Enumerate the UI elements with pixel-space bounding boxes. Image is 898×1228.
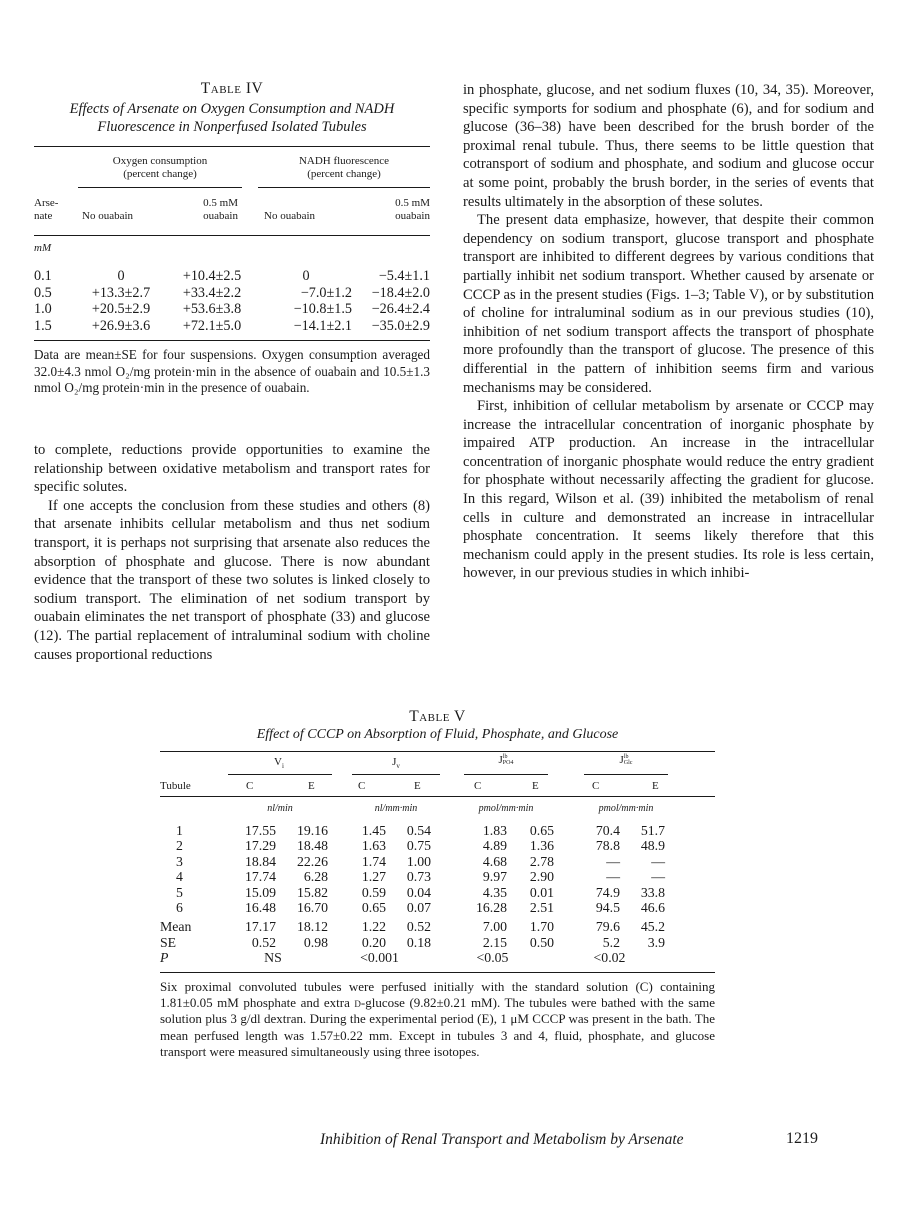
jglc-symbol: J [619,754,624,766]
cell-jglc-e: 45.2 [640,919,665,935]
right-paragraph-2: The present data emphasize, however, that despite their common dependency on sodium transport, glucose transport and phosphate transport are inhibited to different degrees by various conditions that partially inhibit net sodium transport. Whether caused by arsenate or CCCP as in the present studies (Figs. 1–3; Table V), or by substitution of choline for intraluminal sodium as in our previous studies (10), inhibition of net sodium transport affects the transport of phosphate more profoundly than the transport of glucose. The presence of this differential in the pattern of inhibition seems firm and various mechanisms may be considered. [463,212,874,396]
cell-vi-e: 18.48 [296,838,328,854]
jglc-group-rule [584,774,668,775]
cell-o2-no-ouabain: +13.3±2.7 [91,284,151,301]
footnote-part-a: Six proximal convoluted tubules were perfused initially with the standard solution (C) containing 1.81±0.05 mM phosphate and extra [160,978,715,1010]
cell-jpo4-e: 2.90 [529,869,554,885]
vi-c-header: C [246,780,254,792]
table-v-header [160,752,715,796]
table-iv-header-rule [34,235,430,236]
cell-row-label: SE [160,934,177,950]
cell-jv-c: 1.74 [361,853,386,869]
cell-jv-c: 0.59 [361,884,386,900]
table-iv-title: Table IV [200,80,264,97]
cell-o2-no-ouabain: +20.5±2.9 [91,301,151,317]
table-row [160,900,715,915]
table-iv-bottom-rule [34,340,430,341]
jv-c-header: C [358,780,366,792]
jglc-superscript: lb [623,754,629,760]
table-iv-footnote: Data are mean±SE for four suspensions. Oxygen consumption averaged 32.0±4.3 nmol O₂/mg protein·min in the absence of ouabain and 10.5±1.3 nmol O₂/mg protein·min in the presence of ouabain. [34,347,430,396]
cell-o2-ouabain: +33.4±2.2 [182,284,242,301]
cell-arsenate: 1.5 [34,317,52,334]
cell-vi-c: 17.29 [244,838,276,854]
cell-jv-c: 1.45 [361,823,386,838]
cell-p-vi: NS [264,950,282,966]
cell-jglc-c: 5.2 [602,934,620,950]
table-row [160,869,715,884]
jglc-group-header [584,754,668,766]
cell-jv-c: 0.20 [361,934,386,950]
right-paragraph-1: in phosphate, glucose, and net sodium fluxes (10, 34, 35). Moreover, specific symports for sodium and phosphate (6), and for sodium and glucose (36–38) have been described for the brush border of the proximal renal tubule. Thus, there seems to be little question that cotransport of sodium and phosphate, and sodium and glucose occur at some point, probably the brush border, in the series of events that results ultimately in the absorption of these solutes. [463,82,874,210]
cell-jpo4-c: 4.89 [482,838,507,854]
cell-jglc-c: 94.5 [595,900,620,916]
cell-jv-e: 0.75 [406,838,431,854]
cell-jv-c: 0.65 [361,900,386,916]
vi-group-rule [228,774,332,775]
cell-nadh-no-ouabain: 0 [302,268,310,284]
nadh-header-line1: NADH fluorescence [298,155,390,167]
cell-jglc-c: — [606,853,620,869]
nadh-no-ouabain-header: No ouabain [264,210,316,222]
o2-ouabain-header-line1: 0.5 mM [203,197,238,209]
jpo4-e-header: E [532,780,539,792]
jv-subscript: v [396,762,400,771]
jpo4-unit: pmol/mm·min [478,803,534,814]
nadh-header-line2: (percent change) [307,168,381,180]
cell-p-jv: <0.001 [360,950,399,966]
jglc-subscript: Glc [623,760,633,766]
cell-jpo4-e: 1.70 [529,919,554,935]
arsenate-header-line2: nate [34,210,53,222]
table-v-bottom-rule [160,972,715,973]
vi-e-header: E [308,780,315,792]
cell-jpo4-c: 4.68 [482,853,507,869]
table-row [160,854,715,869]
table-iv-caption-line2: Fluorescence in Nonperfused Isolated Tubules [97,119,367,135]
left-column-body [34,441,430,664]
cell-vi-e: 16.70 [296,900,328,916]
o2-ouabain-header [174,197,238,223]
right-paragraph-3: First, inhibition of cellular metabolism by arsenate or CCCP may increase the intracellular concentration of inorganic phosphate by impaired ATP production. An increase in the intracellular concentration of inorganic phosphate would reduce the entry gradient for phosphate without necessarily affecting the gradient for glucose. In this regard, Wilson et al. (39) inhibited the metabolism of renal cells in culture and demonstrated an increase in intracellular phosphate concentration. It seems likely therefore that this mechanism could apply in the present studies. Its role is less certain, however, in our previous studies in which inhibi- [463,398,874,582]
vi-group-header [226,756,332,770]
vi-subscript: i [282,762,284,771]
table-iv [34,80,430,397]
cell-p-jglc: <0.02 [593,950,626,966]
jpo4-group-rule [464,774,548,775]
jpo4-superscript: lb [502,754,508,760]
cell-arsenate: 1.0 [34,301,52,317]
cell-nadh-no-ouabain: −14.1±2.1 [293,317,352,334]
nadh-ouabain-header-line1: 0.5 mM [395,197,430,209]
cell-nadh-ouabain: −5.4±1.1 [378,268,430,284]
table-row [160,823,715,838]
table-iv-body [34,268,430,334]
table-iv-unit: mM [34,242,52,254]
table-row-mean [160,919,715,934]
left-paragraph-2: If one accepts the conclusion from these studies and others (8) that arsenate inhibits cellular metabolism and thus net sodium transport, it is perhaps not surprising that arsenate also reduces the absorption of phosphate and glucose. There is now abundant evidence that the transport of these two solutes is linked closely to sodium transport. The elimination of net sodium transport by ouabain eliminates the net transport of phosphate (33) and glucose (12). The partial replacement of intraluminal sodium with choline causes proportional reductions [34,497,430,663]
cell-jpo4-c: 16.28 [475,900,507,916]
cell-jpo4-e: 2.51 [529,900,554,916]
table-v-title: Table V [409,708,466,725]
cell-jglc-c: 70.4 [595,823,620,838]
nadh-group-rule [258,187,430,188]
table-row [160,885,715,900]
cell-jpo4-e: 0.01 [529,884,554,900]
table-row-p [160,950,715,965]
cell-jv-e: 0.07 [406,900,431,916]
table-v-footnote [160,979,715,1060]
table-iv-caption [34,100,430,136]
oxygen-group-header [78,155,242,181]
cell-tubule: 2 [176,838,183,854]
cell-jpo4-c: 2.15 [482,934,507,950]
cell-o2-no-ouabain: +26.9±3.6 [91,317,151,334]
cell-vi-c: 17.17 [244,919,276,935]
table-v [160,708,715,1060]
tubule-header: Tubule [160,780,191,792]
oxygen-header-line2: (percent change) [123,168,197,180]
table-row [34,318,430,335]
jglc-e-header: E [652,780,659,792]
cell-jglc-e: 46.6 [640,900,665,916]
cell-jpo4-c: 9.97 [482,869,507,885]
cell-vi-c: 18.84 [244,853,276,869]
o2-ouabain-header-line2: ouabain [203,210,238,222]
cell-jv-e: 0.04 [406,884,431,900]
jpo4-subscript: PO4 [502,760,514,766]
right-column-body [463,81,874,583]
cell-tubule: 6 [176,900,183,916]
cell-jpo4-c: 7.00 [482,919,507,935]
cell-vi-c: 17.74 [244,869,276,885]
nadh-ouabain-header [364,197,430,223]
cell-o2-ouabain: +10.4±2.5 [182,268,242,284]
table-v-caption: Effect of CCCP on Absorption of Fluid, Phosphate, and Glucose [256,727,619,742]
cell-tubule: 5 [176,884,183,900]
cell-vi-c: 0.52 [251,934,276,950]
left-paragraph-1: to complete, reductions provide opportunities to examine the relationship between oxidative metabolism and transport rates for specific solutes. [34,442,430,496]
cell-jv-e: 0.18 [406,934,431,950]
cell-jpo4-e: 1.36 [529,838,554,854]
cell-jglc-e: 48.9 [640,838,665,854]
arsenate-col-header [34,197,58,223]
cell-jglc-c: 79.6 [595,919,620,935]
cell-vi-e: 19.16 [296,823,328,838]
nadh-group-header [258,155,430,181]
cell-nadh-no-ouabain: −10.8±1.5 [293,301,352,317]
cell-nadh-ouabain: −26.4±2.4 [371,301,430,317]
cell-vi-c: 16.48 [244,900,276,916]
jpo4-symbol: J [498,754,503,766]
jpo4-group-header [464,754,548,766]
jv-unit: nl/mm·min [374,803,418,814]
cell-o2-no-ouabain: 0 [117,268,125,284]
cell-jglc-e: — [651,869,665,885]
cell-vi-c: 17.55 [244,823,276,838]
cell-nadh-ouabain: −35.0±2.9 [371,317,430,334]
cell-jpo4-c: 4.35 [482,884,507,900]
jv-symbol: J [392,756,397,768]
cell-jpo4-e: 0.65 [529,823,554,838]
cell-vi-e: 6.28 [303,869,328,885]
cell-jglc-e: 51.7 [640,823,665,838]
cell-nadh-ouabain: −18.4±2.0 [371,284,430,301]
jv-group-header [352,756,440,770]
cell-jv-e: 0.54 [406,823,431,838]
nadh-ouabain-header-line2: ouabain [395,210,430,222]
table-row [34,268,430,285]
footnote-part-b: -glucose (9.82±0.21 mM). The tubules were bathed with the same solution plus 3 g/dl dextran. During the experimental period (E), 1 μM CCCP was present in the bath. The mean perfused length was 1.57±0.22 mm. Except in tubules 3 and 4, fluid, phosphate, and glucose transport were measured simultaneously using three isotopes. [160,994,715,1059]
cell-jv-c: 1.63 [361,838,386,854]
cell-arsenate: 0.1 [34,268,52,284]
table-v-body [160,823,715,966]
cell-tubule: 1 [176,823,183,838]
cell-o2-ouabain: +53.6±3.8 [182,301,242,317]
cell-tubule: 4 [176,869,183,885]
cell-jv-e: 0.73 [406,869,431,885]
oxygen-group-rule [78,187,242,188]
jglc-unit: pmol/mm·min [598,803,654,814]
cell-vi-e: 18.12 [296,919,328,935]
o2-no-ouabain-header: No ouabain [82,210,134,222]
table-iv-header [34,147,430,235]
jv-group-rule [352,774,440,775]
table-iv-caption-line1: Effects of Arsenate on Oxygen Consumption and NADH [69,101,395,117]
table-row [34,285,430,302]
cell-jv-c: 1.22 [361,919,386,935]
table-v-units [160,797,715,819]
cell-vi-e: 0.98 [303,934,328,950]
running-title: Inhibition of Renal Transport and Metabolism by Arsenate [320,1131,684,1148]
cell-jglc-e: 33.8 [640,884,665,900]
cell-jv-e: 0.52 [406,919,431,935]
cell-o2-ouabain: +72.1±5.0 [182,317,242,334]
cell-jpo4-e: 0.50 [529,934,554,950]
jpo4-c-header: C [474,780,482,792]
oxygen-header-line1: Oxygen consumption [112,155,208,167]
vi-unit: nl/min [267,803,293,814]
cell-jglc-c: 78.8 [595,838,620,854]
cell-row-label: P [160,950,169,966]
cell-vi-c: 15.09 [244,884,276,900]
cell-jglc-e: — [651,853,665,869]
page-number: 1219 [786,1130,818,1147]
cell-jpo4-c: 1.83 [482,823,507,838]
table-row-se [160,935,715,950]
cell-arsenate: 0.5 [34,284,52,301]
jglc-c-header: C [592,780,600,792]
arsenate-header-line1: Arse- [34,197,59,209]
cell-jv-c: 1.27 [361,869,386,885]
cell-nadh-no-ouabain: −7.0±1.2 [300,284,352,301]
cell-vi-e: 15.82 [296,884,328,900]
cell-tubule: 3 [176,853,183,869]
table-row [160,838,715,853]
cell-jv-e: 1.00 [406,853,431,869]
cell-jpo4-e: 2.78 [529,853,554,869]
cell-p-jpo4: <0.05 [476,950,509,966]
cell-jglc-c: 74.9 [595,884,620,900]
footnote-d-prefix: d [354,994,361,1010]
cell-jglc-c: — [606,869,620,885]
vi-symbol: V [274,756,282,768]
cell-vi-e: 22.26 [296,853,328,869]
jv-e-header: E [414,780,421,792]
table-row [34,301,430,318]
cell-row-label: Mean [160,919,192,935]
cell-jglc-e: 3.9 [647,934,665,950]
